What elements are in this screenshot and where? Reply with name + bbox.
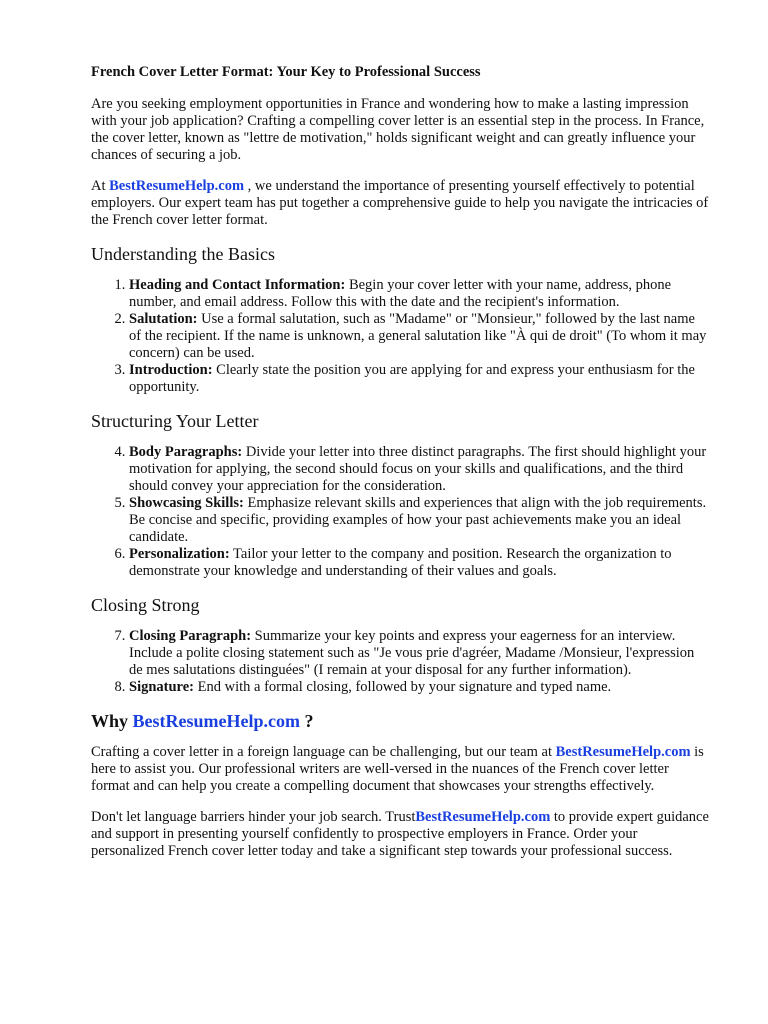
document-title: French Cover Letter Format: Your Key to Professional Success — [91, 64, 481, 80]
section-heading-basics: Understanding the Basics — [91, 244, 275, 264]
crafting-prefix: Crafting a cover letter in a foreign language can be challenging, but our team at — [91, 744, 556, 760]
list-item-text: Tailor your letter to the company and position. Research the organization to demonstrate your knowledge and understanding of their values and goals. — [129, 546, 672, 579]
list-item — [129, 679, 710, 696]
closing-list — [91, 628, 710, 696]
list-item — [129, 546, 710, 580]
list-item-label: Salutation: — [129, 311, 198, 327]
bestresumehelp-link[interactable]: BestResumeHelp.com — [109, 178, 245, 194]
list-item-text: Use a formal salutation, such as "Madame" or "Monsieur," followed by the last name of the recipient. If the name is unknown, a general salutation like "À qui de droit" (To whom it may concern) can be used. — [129, 311, 707, 361]
list-item-label: Personalization: — [129, 546, 230, 562]
list-item — [129, 495, 710, 546]
basics-list — [91, 277, 710, 396]
list-item — [129, 311, 710, 362]
closing-prefix: Don't let language barriers hinder your job search. Trust — [91, 809, 416, 825]
why-heading — [91, 710, 710, 732]
at-prefix: At — [91, 178, 110, 194]
list-item-text: Begin your cover letter with your name, address, phone number, and email address. Follow this with the date and the recipient's information. — [129, 277, 672, 310]
list-item-text: Clearly state the position you are applying for and express your enthusiasm for the opportunity. — [129, 362, 695, 395]
why-suffix: ? — [299, 711, 314, 731]
list-item-text: End with a formal closing, followed by your signature and typed name. — [194, 679, 612, 695]
list-item-label: Heading and Contact Information: — [129, 277, 346, 293]
list-item-label: Closing Paragraph: — [129, 628, 252, 644]
intro-paragraph: Are you seeking employment opportunities in France and wondering how to make a lasting impression with your job application? Crafting a compelling cover letter is an essential step in the process. In France, the cover letter, known as "lettre de motivation," holds significant weight and can greatly influence your chances of securing a job. — [91, 96, 705, 163]
list-item — [129, 362, 710, 396]
why-bestresumehelp-link[interactable]: BestResumeHelp.com — [132, 711, 300, 731]
at-paragraph — [91, 178, 710, 229]
list-item — [129, 277, 710, 311]
list-item-label: Introduction: — [129, 362, 213, 378]
closing-paragraph — [91, 809, 710, 860]
list-item-text: Divide your letter into three distinct paragraphs. The first should highlight your motivation for applying, the second should focus on your skills and qualifications, and the third should convey your appreciation for the consideration. — [129, 444, 707, 494]
list-item-text: Emphasize relevant skills and experiences that align with the job requirements. Be concise and specific, providing examples of how your past achievements make you an ideal candidate. — [129, 495, 707, 545]
crafting-bestresumehelp-link[interactable]: BestResumeHelp.com — [555, 744, 691, 760]
list-item-label: Signature: — [129, 679, 194, 695]
list-item — [129, 444, 710, 495]
list-item-text: Summarize your key points and express your eagerness for an interview. Include a polite closing statement such as "Je vous prie d'agréer, Madame /Monsieur, l'expression de mes salutations distinguées" (I remain at your disposal for any further information). — [129, 628, 695, 678]
closing-suffix: to provide expert guidance and support in presenting yourself confidently to prospective employers in France. Order your personalized French cover letter today and take a significant step towards your professional success. — [91, 809, 709, 859]
section-heading-closing: Closing Strong — [91, 595, 200, 615]
why-prefix: Why — [91, 711, 133, 731]
closing-bestresumehelp-link[interactable]: BestResumeHelp.com — [415, 809, 551, 825]
section-heading-structuring: Structuring Your Letter — [91, 411, 259, 431]
at-suffix: , we understand the importance of presenting yourself effectively to potential employers. Our expert team has put together a comprehensive guide to help you navigate the intricacies of the French cover letter format. — [91, 178, 709, 228]
list-item-label: Body Paragraphs: — [129, 444, 243, 460]
structuring-list — [91, 444, 710, 580]
crafting-paragraph — [91, 744, 710, 795]
list-item — [129, 628, 710, 679]
list-item-label: Showcasing Skills: — [129, 495, 244, 511]
crafting-suffix: is here to assist you. Our professional writers are well-versed in the nuances of the French cover letter format and can help you create a compelling document that showcases your strengths effectively. — [91, 744, 704, 794]
